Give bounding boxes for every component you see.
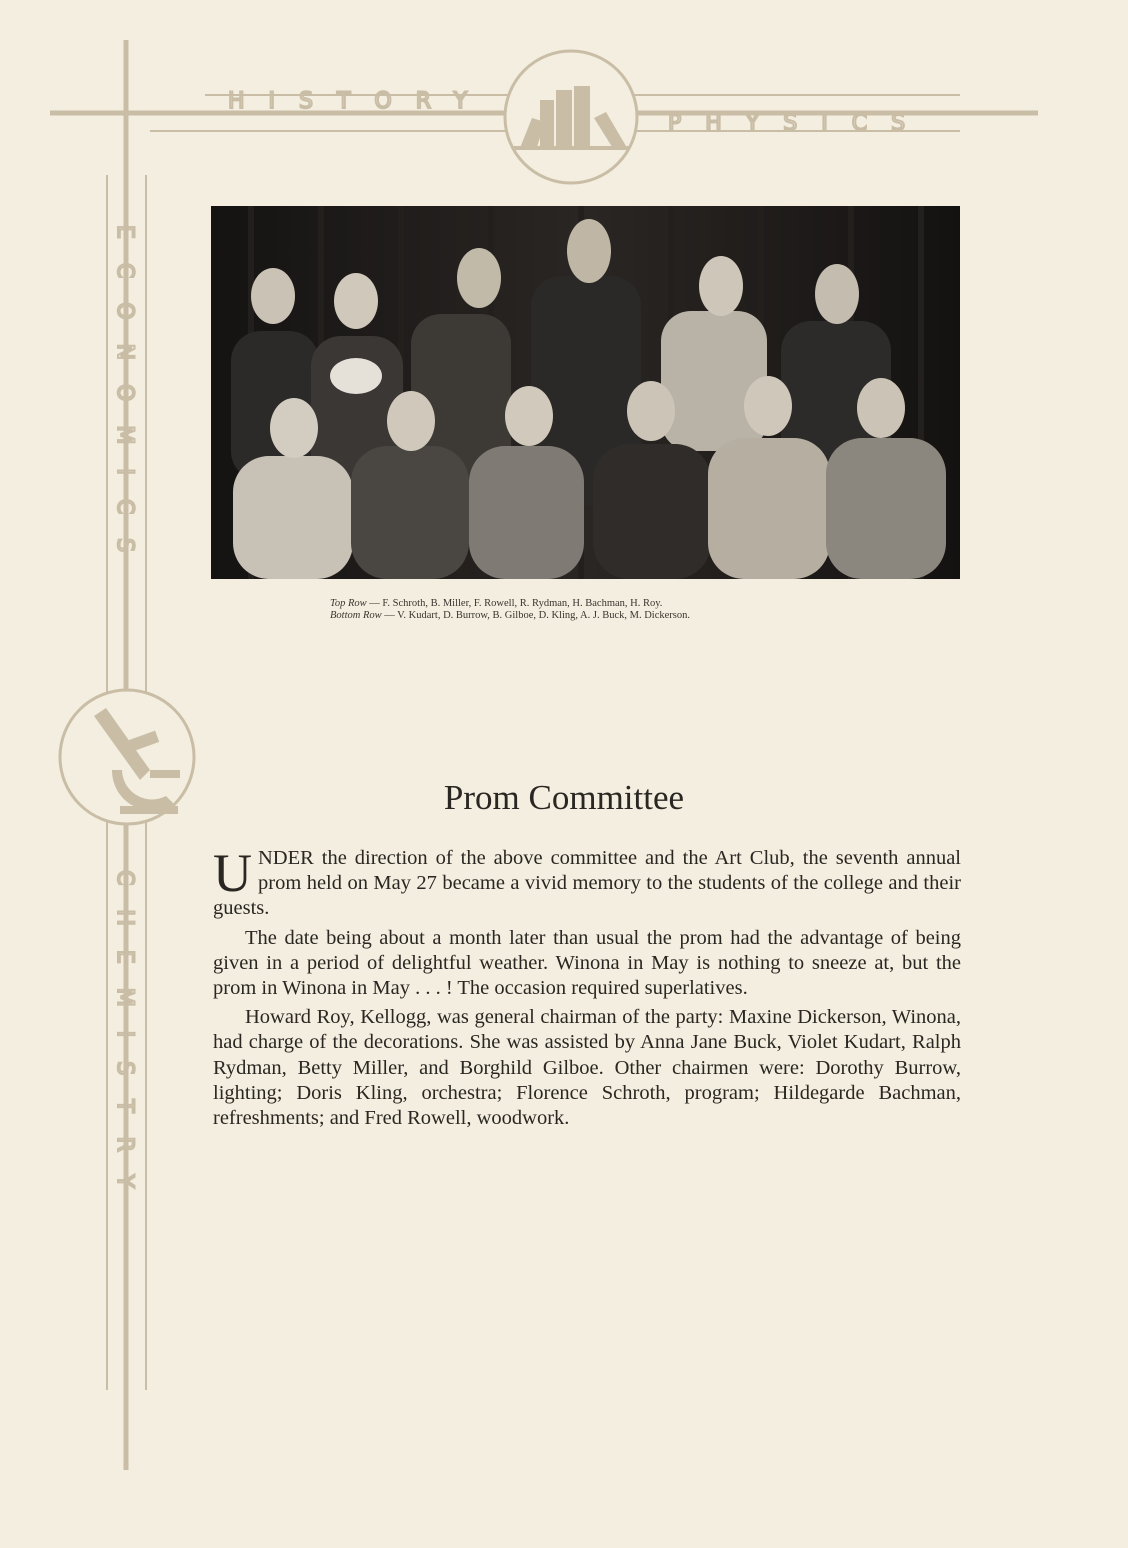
photo-caption xyxy=(330,598,850,622)
caption-top-row-label: Top Row xyxy=(330,598,367,609)
drop-cap: U xyxy=(213,843,252,903)
caption-bottom-row-label: Bottom Row xyxy=(330,610,382,621)
paragraph-1 xyxy=(213,843,961,922)
caption-bottom-row-names: — V. Kudart, D. Burrow, B. Gilboe, D. Kling, A. J. Buck, M. Dickerson. xyxy=(381,610,691,621)
svg-text:PHYSICS: PHYSICS xyxy=(668,111,930,136)
svg-text:ECONOMICS: ECONOMICS xyxy=(112,225,137,577)
paragraph-3: Howard Roy, Kellogg, was general chairman of the party: Maxine Dickerson, Winona, had charge of the decorations. She was assisted by Anna Jane Buck, Violet Kudart, Ralph Rydman, Betty Miller, and Borghild Gilboe. Other chairmen were: Dorothy Burrow, lighting; Doris Kling, orchestra; Florence Schroth, program; Hildegarde Bachman, refreshments; and Fred Rowell, woodwork. xyxy=(213,1006,961,1130)
paragraph-2: The date being about a month later than usual the prom had the advantage of being given in a period of delightful weather. Winona in May is nothing to sneeze at, but the prom in Winona in May . . . ! The occasion required superlatives. xyxy=(213,926,961,1000)
article-body xyxy=(213,843,961,1135)
page-title: Prom Committee xyxy=(443,778,685,817)
caption-top-row xyxy=(330,598,850,610)
group-photo xyxy=(211,206,960,579)
paragraph-1-text: NDER the direction of the above committee and the Art Club, the seventh annual prom held on May 27 became a vivid memory to the students of the college and their guests. xyxy=(213,847,961,920)
caption-bottom-row xyxy=(330,610,850,622)
caption-top-row-names: — F. Schroth, B. Miller, F. Rowell, R. Rydman, H. Bachman, H. Roy. xyxy=(366,598,663,609)
svg-text:CHEMISTRY: CHEMISTRY xyxy=(112,870,137,1212)
group-photo-image xyxy=(211,206,960,579)
svg-text:HISTORY: HISTORY xyxy=(228,89,492,114)
